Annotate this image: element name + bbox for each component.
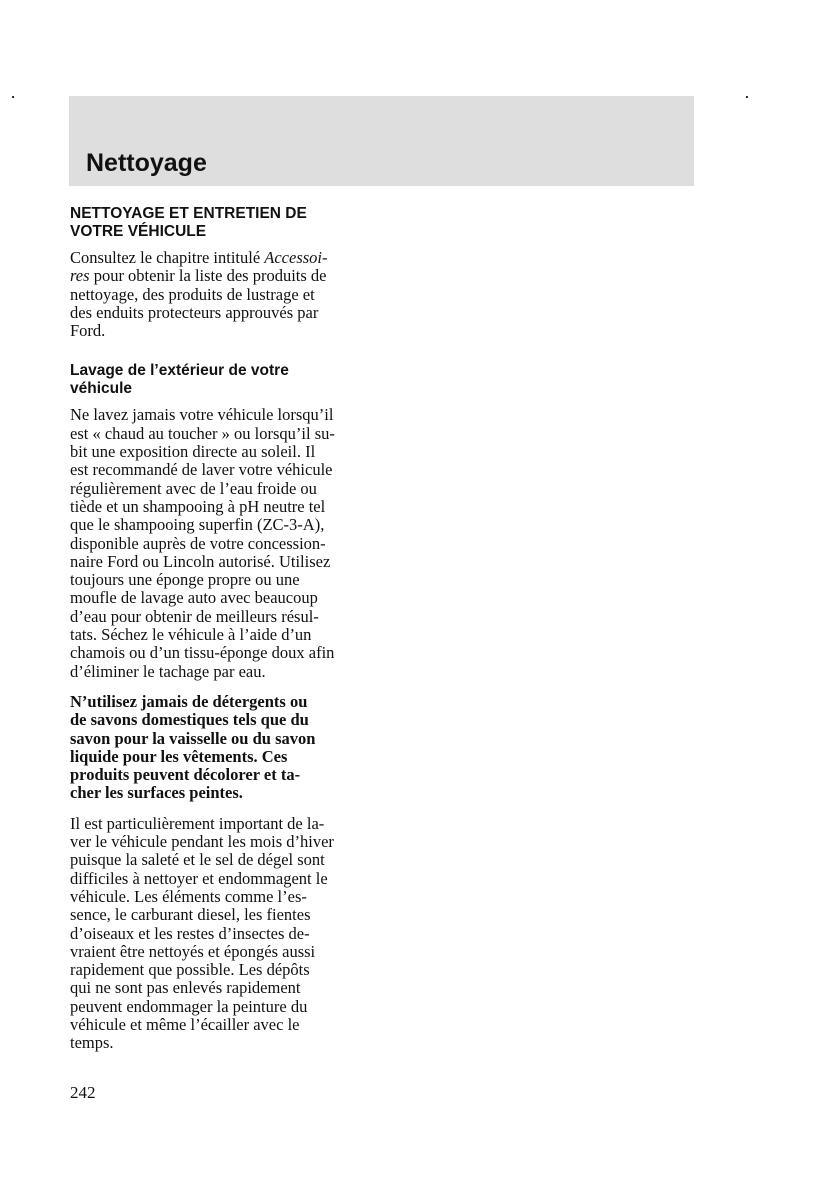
- paragraph-line: temps.: [70, 1033, 114, 1053]
- paragraph-line: véhicule et même l’écailler avec le: [70, 1014, 300, 1034]
- paragraph-line: d’eau pour obtenir de meilleurs résul-: [70, 606, 319, 626]
- paragraph-line: véhicule. Les éléments comme l’es-: [70, 886, 307, 906]
- warning-line: de savons domestiques tels que du: [70, 710, 309, 730]
- crop-mark-left: [12, 96, 14, 98]
- paragraph-line: naire Ford ou Lincoln autorisé. Utilisez: [70, 551, 331, 571]
- paragraph-line: chamois ou d’un tissu-éponge doux afin: [70, 643, 335, 663]
- paragraph-line: Ne lavez jamais votre véhicule lorsqu’il: [70, 405, 334, 425]
- paragraph-line: Ford.: [70, 321, 106, 341]
- warning-line: produits peuvent décolorer et ta-: [70, 765, 301, 785]
- warning-line: cher les surfaces peintes.: [70, 783, 243, 803]
- subsection-heading: [70, 362, 370, 398]
- chapter-title: Nettoyage: [86, 149, 207, 177]
- paragraph-line: tiède et un shampooing à pH neutre tel: [70, 496, 326, 516]
- section-heading-line: NETTOYAGE ET ENTRETIEN DE: [70, 205, 307, 222]
- paragraph-line: est recommandé de laver votre véhicule: [70, 460, 333, 480]
- paragraph-line: Il est particulièrement important de la-: [70, 813, 325, 833]
- accessories-reference-cont: res: [70, 266, 90, 286]
- paragraph-line: tats. Séchez le véhicule à l’aide d’un: [70, 625, 312, 645]
- subsection-heading-line: véhicule: [70, 380, 133, 398]
- page-number: 242: [70, 1083, 96, 1102]
- text-column: [70, 205, 370, 1065]
- paragraph-line: sence, le carburant diesel, les fientes: [70, 905, 311, 925]
- paragraph-line: puisque la saleté et le sel de dégel sont: [70, 850, 325, 870]
- paragraph-line: ver le véhicule pendant les mois d’hiver: [70, 832, 334, 852]
- paragraph-line: que le shampooing superfin (ZC-3-A),: [70, 515, 325, 535]
- warning-line: N’utilisez jamais de détergents ou: [70, 691, 308, 711]
- paragraph-line: d’éliminer le tachage par eau.: [70, 661, 266, 681]
- paragraph-line: toujours une éponge propre ou une: [70, 570, 300, 590]
- paragraph-line: qui ne sont pas enlevés rapidement: [70, 978, 301, 998]
- paragraph-line: moufle de lavage auto avec beaucoup: [70, 588, 318, 608]
- warning-paragraph: [70, 693, 370, 803]
- chapter-header: [69, 96, 694, 186]
- paragraph-line: [70, 267, 370, 285]
- paragraph-line: est « chaud au toucher » ou lorsqu’il su-: [70, 423, 335, 443]
- paragraph-line: rapidement que possible. Les dépôts: [70, 960, 310, 980]
- section-heading: [70, 205, 370, 241]
- paragraph-line: vraient être nettoyés et épongés aussi: [70, 941, 316, 961]
- paragraph-line: [70, 249, 370, 267]
- paragraph-line: difficiles à nettoyer et endommagent le: [70, 868, 328, 888]
- paragraph-line: disponible auprès de votre concession-: [70, 533, 326, 553]
- paragraph-line: régulièrement avec de l’eau froide ou: [70, 478, 317, 498]
- intro-text: pour obtenir la liste des produits de: [89, 266, 327, 286]
- section-heading-line: VOTRE VÉHICULE: [70, 223, 207, 240]
- paragraph-line: des enduits protecteurs approuvés par: [70, 302, 319, 322]
- paragraph-line: nettoyage, des produits de lustrage et: [70, 284, 315, 304]
- intro-paragraph: [70, 249, 370, 340]
- crop-mark-right: [746, 96, 748, 98]
- warning-line: liquide pour les vêtements. Ces: [70, 746, 288, 766]
- paragraph-line: peuvent endommager la peinture du: [70, 996, 308, 1016]
- winter-paragraph: [70, 815, 370, 1053]
- paragraph-line: d’oiseaux et les restes d’insectes de-: [70, 923, 310, 943]
- accessories-reference: Accessoi-: [264, 248, 328, 267]
- intro-text: Consultez le chapitre intitulé: [70, 248, 265, 267]
- subsection-heading-line: Lavage de l’extérieur de votre: [70, 362, 289, 380]
- warning-line: savon pour la vaisselle ou du savon: [70, 728, 316, 748]
- washing-paragraph: [70, 406, 370, 680]
- paragraph-line: bit une exposition directe au soleil. Il: [70, 442, 316, 462]
